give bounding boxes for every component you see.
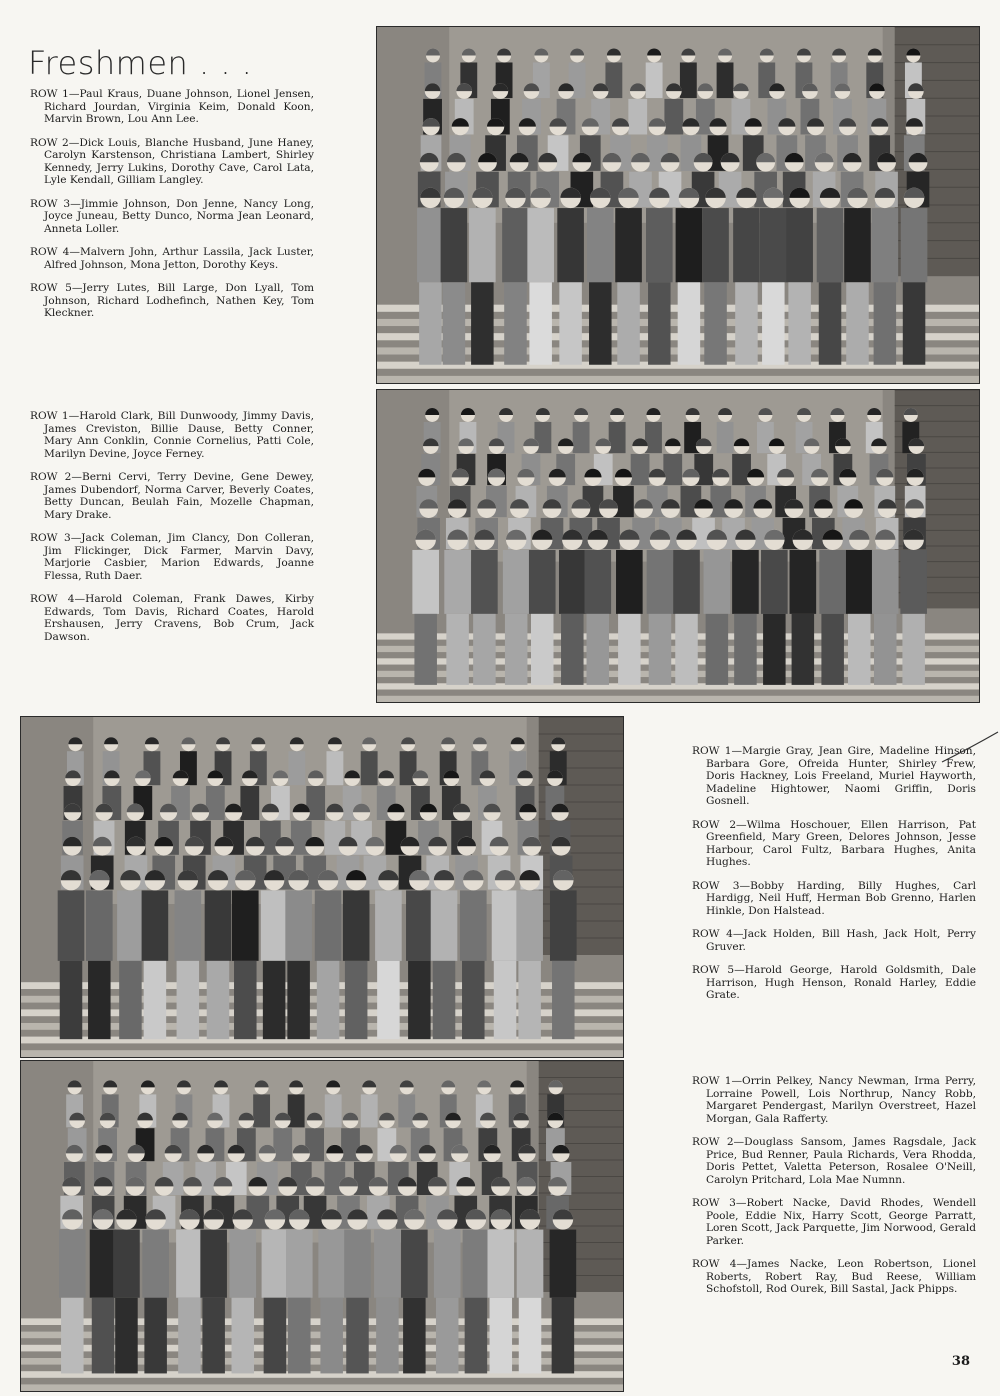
group-photo-image bbox=[377, 27, 979, 383]
caption-row: ROW 5—Jerry Lutes, Bill Large, Don Lyall, Tom Johnson, Richard Lodhefinch, Nathen Key, Tom Kleckner. bbox=[30, 282, 314, 319]
class-photo-4 bbox=[20, 1060, 624, 1392]
group-photo-image bbox=[377, 390, 979, 702]
caption-row: ROW 2—Berni Cervi, Terry Devine, Gene Dewey, James Dubendorf, Norma Carver, Beverly Coates, Betty Duncan, Beulah Fain, Mozelle Chapman, Mary Drake. bbox=[30, 471, 314, 521]
caption-row: ROW 3—Jimmie Johnson, Don Jenne, Nancy Long, Joyce Juneau, Betty Dunco, Norma Jean Leonard, Anneta Loller. bbox=[30, 197, 314, 235]
caption-row: ROW 1—Orrin Pelkey, Nancy Newman, Irma Perry, Lorraine Powell, Lois Northrup, Nancy Robb, Margaret Pendergast, Marilyn Overstreet, Hazel Morgan, Gala Rafferty. bbox=[692, 1075, 976, 1125]
caption-group-3 bbox=[692, 745, 976, 1013]
group-photo-image bbox=[21, 717, 623, 1057]
caption-row: ROW 2—Douglass Sansom, James Ragsdale, Jack Price, Bud Renner, Paula Richards, Vera Rhodda, Doris Pettet, Valetta Peterson, Rosalee O'Neill, Carolyn Pritchard, Lola Mae Numnn. bbox=[692, 1136, 976, 1186]
class-photo-3 bbox=[20, 716, 624, 1058]
section-title: Freshmen . . . bbox=[28, 44, 253, 82]
caption-row: ROW 4—James Nacke, Leon Robertson, Lionel Roberts, Robert Ray, Bud Reese, William Schofstoll, Rod Ourek, Bill Sastal, Jack Phipps. bbox=[692, 1258, 976, 1295]
caption-row: ROW 1—Paul Kraus, Duane Johnson, Lionel Jensen, Richard Jourdan, Virginia Keim, Donald Koon, Marvin Brown, Lou Ann Lee. bbox=[30, 88, 314, 125]
class-photo-1 bbox=[376, 26, 980, 384]
pen-mark bbox=[940, 728, 1000, 768]
caption-row: ROW 4—Malvern John, Arthur Lassila, Jack Luster, Alfred Johnson, Mona Jetton, Dorothy Keys. bbox=[30, 246, 314, 271]
page-number: 38 bbox=[951, 1354, 970, 1369]
class-photo-2 bbox=[376, 389, 980, 703]
caption-row: ROW 4—Jack Holden, Bill Hash, Jack Holt, Perry Gruver. bbox=[692, 928, 976, 953]
caption-group-2 bbox=[30, 410, 314, 654]
caption-row: ROW 1—Margie Gray, Jean Gire, Madeline Hinson, Barbara Gore, Ofreida Hunter, Shirley Frew, Doris Hackney, Lois Freeland, Muriel Hayworth, Madeline Hightower, Naomi Griffin, Doris Gosnell. bbox=[692, 745, 976, 807]
caption-row: ROW 2—Dick Louis, Blanche Husband, June Haney, Carolyn Karstenson, Christiana Lambert, Shirley Kennedy, Jerry Lukins, Dorothy Cave, Carol Lata, Lyle Kendall, Gilliam Langley. bbox=[30, 136, 314, 186]
caption-group-4 bbox=[692, 1075, 976, 1307]
caption-row: ROW 5—Harold George, Harold Goldsmith, Dale Harrison, Hugh Henson, Ronald Harley, Eddie Grate. bbox=[692, 964, 976, 1001]
caption-row: ROW 1—Harold Clark, Bill Dunwoody, Jimmy Davis, James Creviston, Billie Dause, Betty Conner, Mary Ann Conklin, Connie Cornelius, Patti Cole, Marilyn Devine, Joyce Ferney. bbox=[30, 410, 314, 460]
caption-row: ROW 3—Bobby Harding, Billy Hughes, Carl Hardigg, Neil Huff, Herman Bob Grenno, Harlen Hinkle, Don Halstead. bbox=[692, 879, 976, 917]
caption-row: ROW 3—Robert Nacke, David Rhodes, Wendell Poole, Eddie Nix, Harry Scott, George Parratt, Loren Scott, Jack Parquette, Jim Norwood, Gerald Parker. bbox=[692, 1197, 976, 1247]
caption-row: ROW 2—Wilma Hoschouer, Ellen Harrison, Pat Greenfield, Mary Green, Delores Johnson, Jesse Harbour, Carol Fultz, Barbara Hughes, Anita Hughes. bbox=[692, 818, 976, 868]
group-photo-image bbox=[21, 1061, 623, 1391]
caption-row: ROW 3—Jack Coleman, Jim Clancy, Don Colleran, Jim Flickinger, Dick Farmer, Marvin Davy, Marjorie Casbier, Marion Edwards, Joanne Flessa, Ruth Daer. bbox=[30, 532, 314, 582]
caption-group-1 bbox=[30, 88, 314, 331]
caption-row: ROW 4—Harold Coleman, Frank Dawes, Kirby Edwards, Tom Davis, Richard Coates, Harold Ershausen, Jerry Cravens, Bob Crum, Jack Dawson. bbox=[30, 593, 314, 643]
